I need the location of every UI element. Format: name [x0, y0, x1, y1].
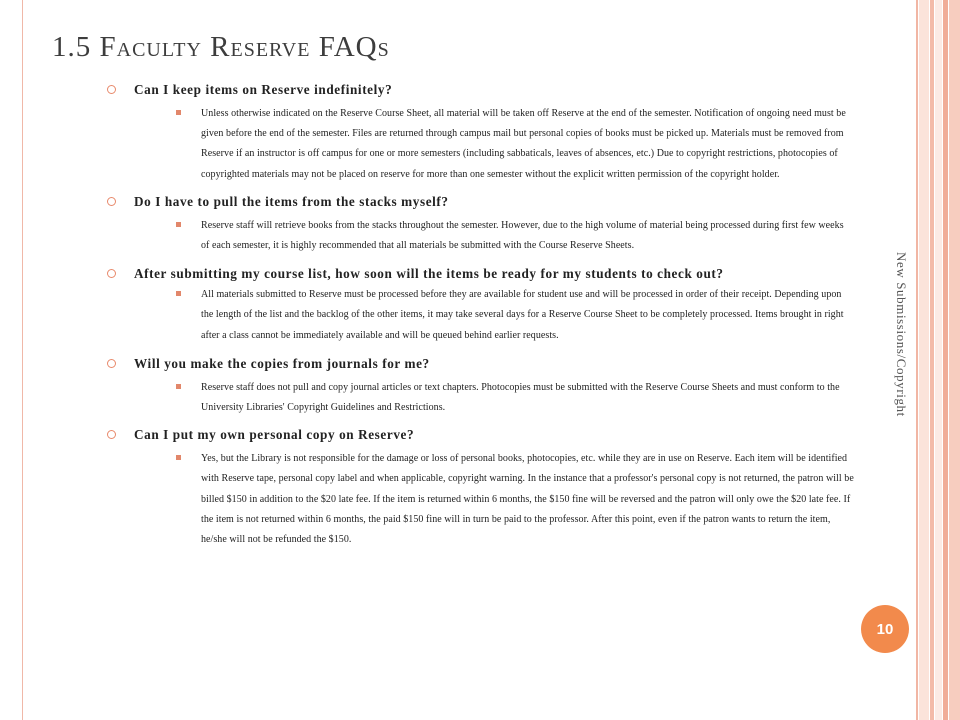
square-bullet-icon: [176, 222, 181, 227]
circle-bullet-icon: [107, 197, 116, 206]
slide-title: [52, 31, 390, 64]
section-side-label: New Submissions/Copyright: [894, 252, 909, 417]
right-decorative-stripes: [916, 0, 960, 720]
circle-bullet-icon: [107, 85, 116, 94]
left-border-line: [22, 0, 23, 720]
faq-answer-text: All materials submitted to Reserve must be processed before they are available for student use and will be processed in order of their receipt. Depending upon the length of the list and the backlog of the other items, it may take several days for a Reserve Course Sheet to be completely processed. Items brought in right after a class cannot be immediately available and will be queued behind earlier requests.: [201, 289, 844, 341]
faq-question: After submitting my course list, how soon will the items be ready for my students to check out?: [134, 266, 724, 282]
stripe: [919, 0, 929, 720]
square-bullet-icon: [176, 110, 181, 115]
circle-bullet-icon: [107, 430, 116, 439]
stripe: [935, 0, 942, 720]
faq-answer: [134, 285, 854, 346]
faq-item: [106, 193, 854, 256]
faq-list: [106, 81, 854, 550]
faq-question: Can I put my own personal copy on Reserve?: [134, 427, 415, 443]
faq-answer-text: Reserve staff does not pull and copy journal articles or text chapters. Photocopies must be submitted with the Reserve Course Sheets and must conform to the University Libraries' Copyright Guidelines and Restrictions.: [201, 381, 840, 414]
faq-answer: [134, 104, 854, 185]
square-bullet-icon: [176, 291, 181, 296]
faq-question: Do I have to pull the items from the stacks myself?: [134, 193, 449, 209]
title-prefix: 1.5: [52, 31, 100, 63]
title-word: Reserve: [210, 31, 311, 63]
faq-answer: [134, 216, 854, 256]
square-bullet-icon: [176, 455, 181, 460]
stripe: [930, 0, 934, 720]
stripe: [916, 0, 918, 720]
faq-answer: [134, 449, 854, 550]
faq-question: Will you make the copies from journals for me?: [134, 355, 430, 371]
faq-answer-text: Reserve staff will retrieve books from the stacks throughout the semester. However, due to the high volume of material being processed during first few weeks of each semester, it is highly recommended that all materials be submitted with the Course Reserve Sheets.: [201, 219, 844, 252]
faq-item: [106, 265, 854, 346]
stripe: [949, 0, 960, 720]
circle-bullet-icon: [107, 269, 116, 278]
circle-bullet-icon: [107, 359, 116, 368]
faq-answer-text: Unless otherwise indicated on the Reserve Course Sheet, all material will be taken off Reserve at the end of the semester. Notification of ongoing need must be given before the end of the semester. Files are returned through campus mail but personal copies of books must be picked up. Materials must be removed from Reserve if an instructor is off campus for one or more semesters (including sabbaticals, leaves of absences, etc.) Due to copyright restrictions, photocopies of copyrighted materials may not be placed on reserve for more than one semester without the explicit written permission of the copyright holder.: [201, 108, 846, 180]
faq-answer-text: Yes, but the Library is not responsible for the damage or loss of personal books, photocopies, etc. while they are in use on Reserve. Each item will be identified with Reserve tape, personal copy label and when applicable, copyright warning. In the instance that a professor's personal copy is not returned, the patron will be billed $150 in addition to the $20 late fee. If the item is returned within 6 months, the $150 fine will be reversed and the patron will only owe the $20 late fee. If the item is not returned within 6 months, the paid $150 fine will in turn be paid to the professor. After this point, even if the patron wants to return the item, he/she will not be refunded the $150.: [201, 453, 854, 546]
faq-item: [106, 81, 854, 185]
faq-item: [106, 355, 854, 418]
faq-item: [106, 426, 854, 550]
square-bullet-icon: [176, 384, 181, 389]
title-word: Faculty: [99, 31, 202, 63]
stripe: [943, 0, 948, 720]
title-word: FAQs: [318, 31, 390, 63]
page-number-badge: 10: [861, 605, 909, 653]
faq-answer: [134, 378, 854, 418]
faq-question: Can I keep items on Reserve indefinitely?: [134, 82, 393, 97]
